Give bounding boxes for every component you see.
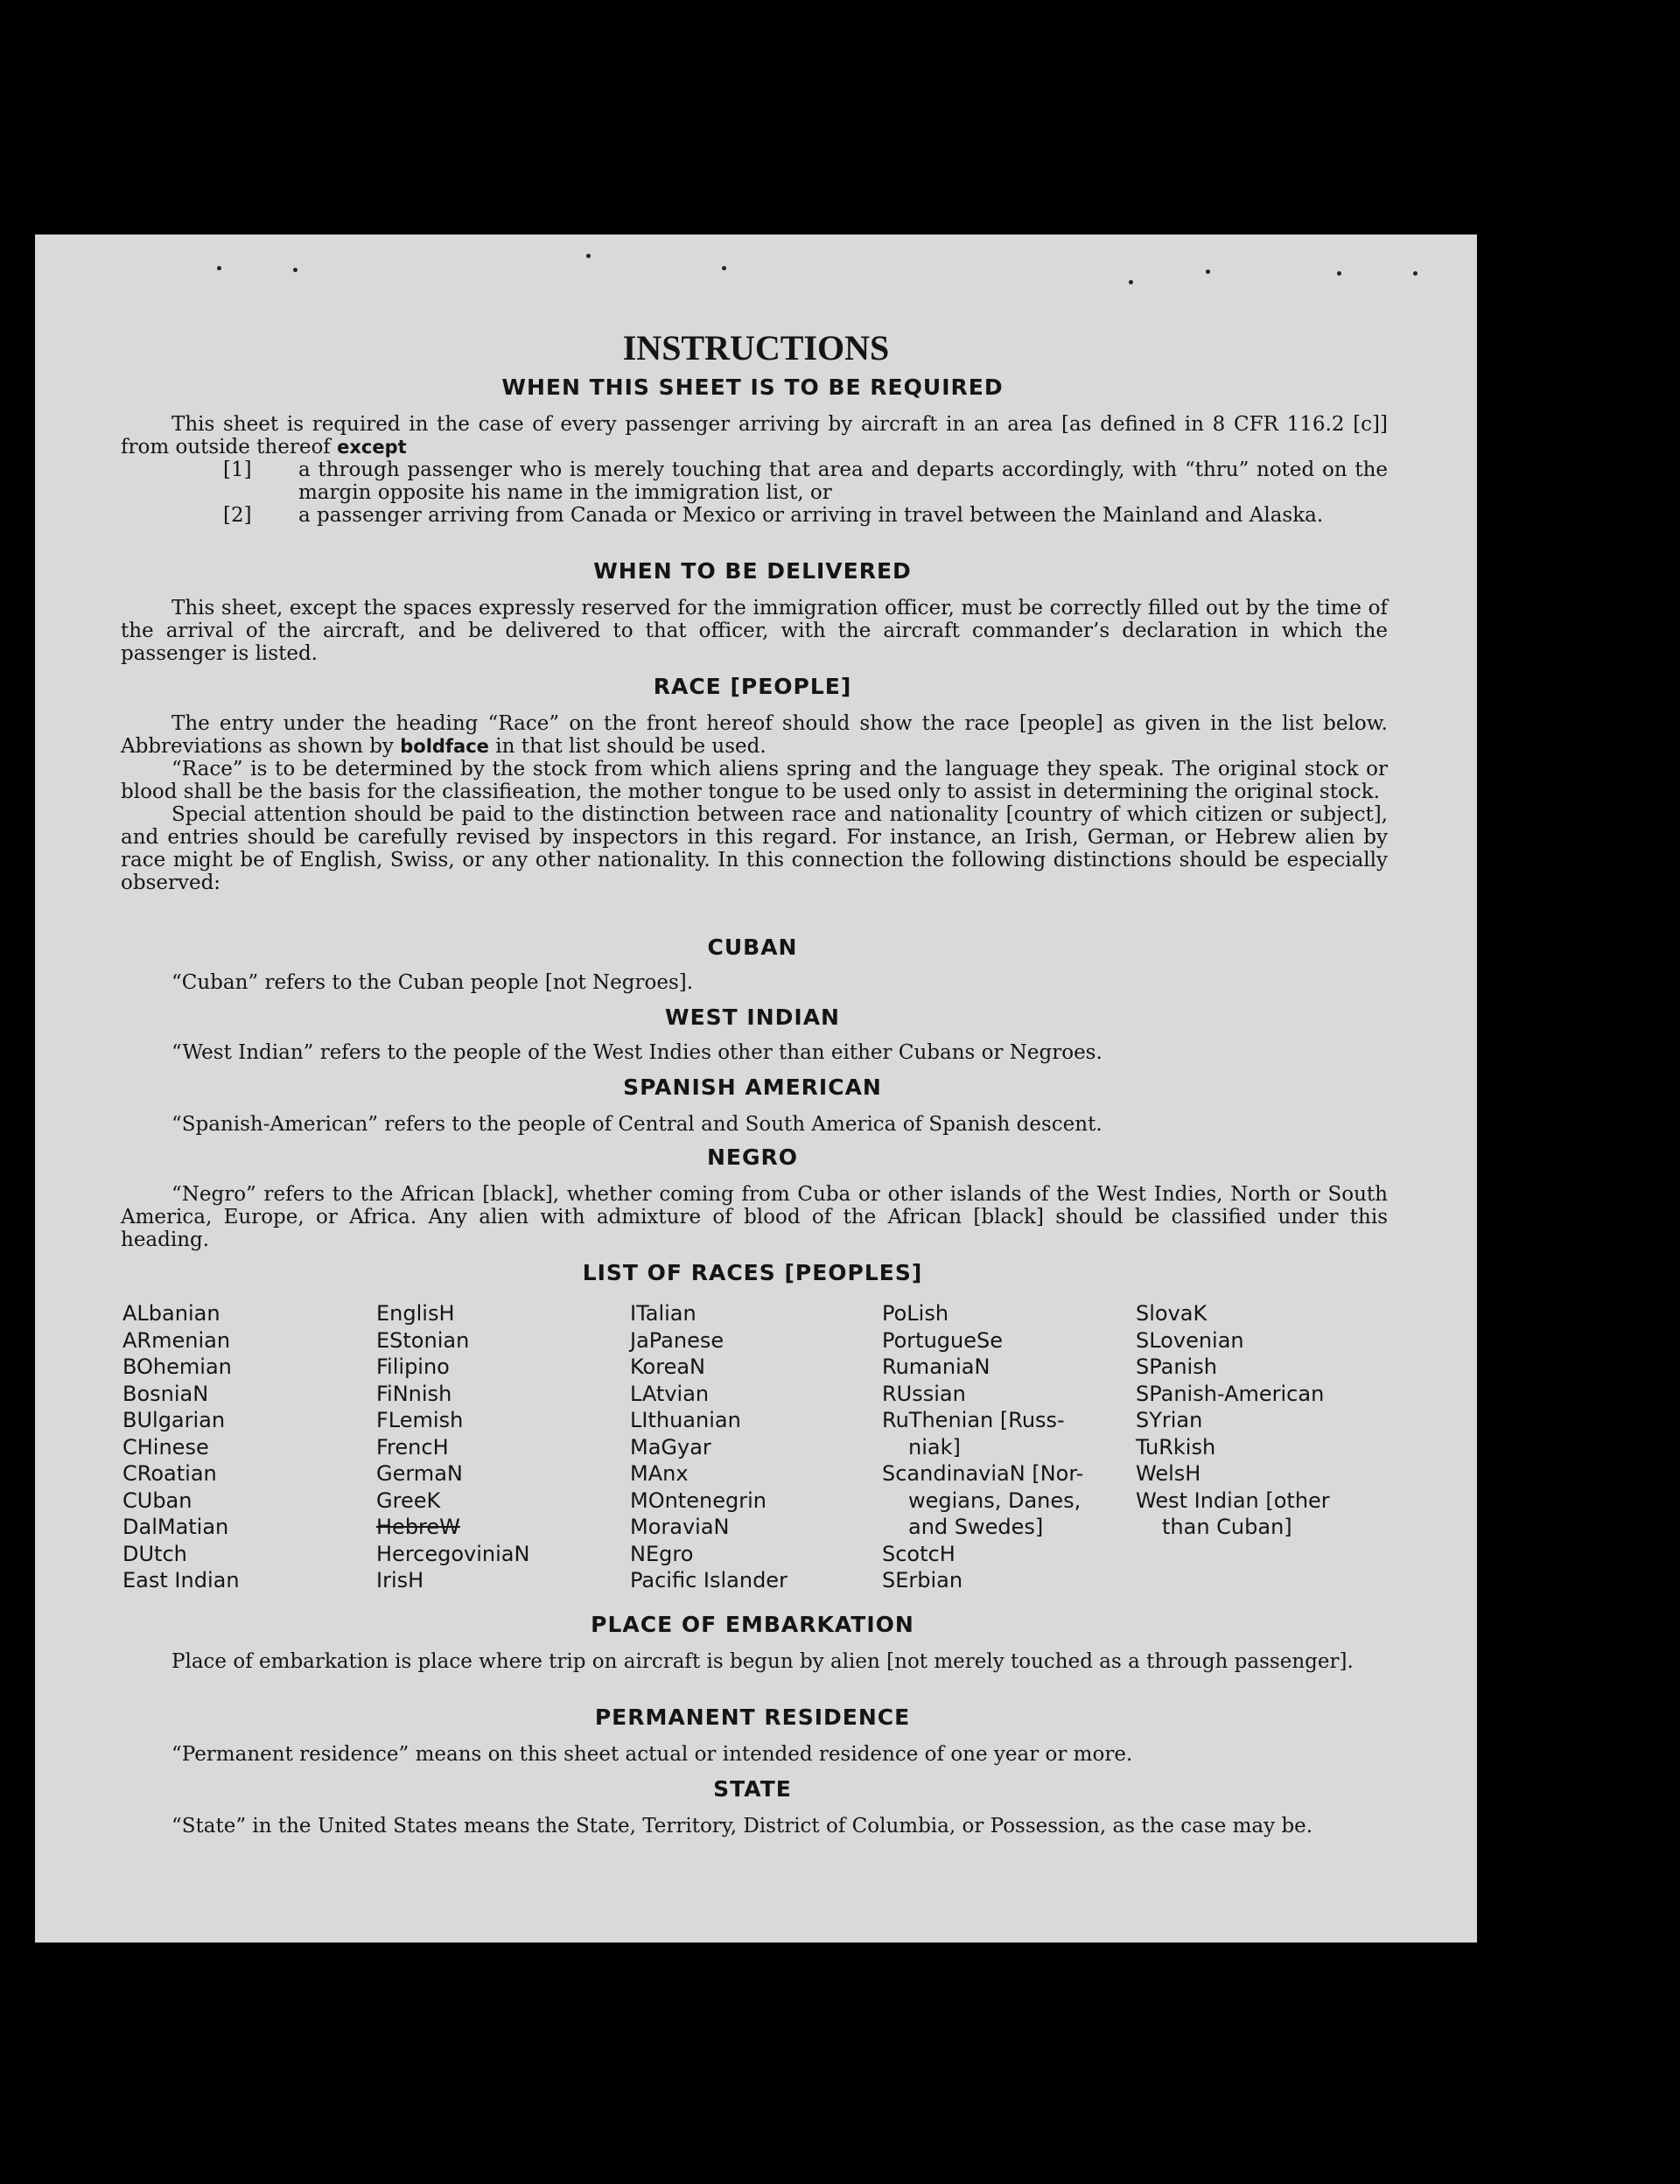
race-entry: MAnx (630, 1461, 689, 1486)
required-intro: This sheet is required in the case of every passenger arriving by aircraft in an area [as defined in 8 CFR 116.2 [c]] from outside thereof (121, 413, 1388, 458)
heading-list-of-races: LIST OF RACES [PEOPLES] (582, 1260, 923, 1285)
scan-speck (217, 266, 221, 270)
race-entry: CUban (122, 1488, 192, 1513)
race-p3: Special attention should be paid to the distinction between race and nationality [country of which citizen or subject], and entries should be carefully revised by inspectors in this regard. For instance, an Irish, German, or Hebrew alien by race might be of English, Swiss, or any other nationality. In this connection the following distinctions should be especially observed: (121, 803, 1388, 894)
paragraph-state (121, 1815, 1388, 1838)
heading-state: STATE (713, 1776, 792, 1802)
race-p2: “Race” is to be determined by the stock from which aliens spring and the language they speak. The original stock or blood shall be the basis for the classifieation, the mother tongue to be used only to assist in determining the original stock. (121, 758, 1388, 803)
race-entry: RUssian (882, 1381, 966, 1406)
race-entry: PoLish (882, 1301, 949, 1326)
race-p1b: in that list should be used. (495, 735, 766, 758)
document-title: INSTRUCTIONS (622, 328, 890, 368)
negro-text: “Negro” refers to the African [black], whether coming from Cuba or other islands of the West Indies, North or South America, Europe, or Africa. Any alien with admixture of blood of the African [black] should be classified under this heading. (121, 1183, 1388, 1251)
race-entry-struck: HebreW (376, 1515, 460, 1539)
race-entry: LIthuanian (630, 1408, 741, 1432)
paragraph-race (121, 712, 1388, 894)
race-entry: SYrian (1136, 1408, 1203, 1432)
heading-cuban: CUBAN (707, 934, 798, 960)
paragraph-west-indian (121, 1041, 1388, 1064)
race-entry: ScandinaviaN [Nor- (882, 1461, 1084, 1486)
spanish-american-text: “Spanish-American” refers to the people of Central and South America of Spanish descent. (172, 1113, 1102, 1136)
residence-text: “Permanent residence” means on this sheet actual or intended residence of one year or more. (172, 1743, 1133, 1766)
race-entry-continued: and Swedes] (908, 1515, 1044, 1539)
scan-speck (293, 268, 298, 272)
heading-race: RACE [PEOPLE] (653, 674, 852, 699)
races-column-3 (630, 1300, 884, 1594)
scan-speck (586, 254, 591, 258)
heading-when-delivered: WHEN TO BE DELIVERED (593, 558, 912, 584)
race-entry-continued: niak] (908, 1434, 961, 1460)
race-entry: MoraviaN (630, 1515, 730, 1539)
race-entry: BUlgarian (122, 1408, 226, 1432)
race-entry: CRoatian (122, 1461, 217, 1486)
race-entry: FiNnish (376, 1381, 452, 1406)
races-column-2 (376, 1300, 630, 1594)
embarkation-text: Place of embarkation is place where trip on aircraft is begun by alien [not merely touched as a through passenger]. (172, 1650, 1354, 1673)
race-entry: GreeK (376, 1488, 441, 1513)
west-indian-text: “West Indian” refers to the people of the West Indies other than either Cubans or Negroes. (172, 1041, 1102, 1064)
heading-spanish-american: SPANISH AMERICAN (623, 1074, 882, 1100)
cuban-text: “Cuban” refers to the Cuban people [not Negroes]. (172, 971, 694, 994)
race-entry: CHinese (122, 1434, 209, 1460)
race-entry: ITalian (630, 1301, 696, 1326)
scan-speck (1337, 271, 1341, 276)
race-entry: PortugueSe (882, 1327, 1003, 1353)
race-entry: WelsH (1136, 1461, 1201, 1486)
race-entry: HercegoviniaN (376, 1541, 530, 1566)
required-except: except (337, 437, 407, 458)
race-entry: TuRkish (1136, 1434, 1216, 1460)
race-p1a: The entry under the heading “Race” on the front hereof should show the race [people] as given in the list below. Abbreviations as shown by (121, 712, 1388, 758)
race-entry: BosniaN (122, 1381, 209, 1406)
race-entry: KoreaN (630, 1354, 705, 1379)
race-entry: DUtch (122, 1541, 187, 1566)
race-entry: BOhemian (122, 1354, 232, 1379)
item-number: [2] (223, 504, 252, 527)
item-text: a through passenger who is merely touching that area and departs accordingly, with “thru” noted on the margin opposite his name in the immigration list, or (298, 458, 1388, 504)
race-entry: DalMatian (122, 1515, 229, 1539)
race-entry: SLovenian (1136, 1327, 1244, 1353)
heading-embarkation: PLACE OF EMBARKATION (591, 1612, 914, 1637)
race-entry: IrisH (376, 1568, 424, 1592)
delivered-text: This sheet, except the spaces expressly reserved for the immigration officer, must be correctly filled out by the time of the arrival of the aircraft, and be delivered to that officer, with the aircraft commander’s declaration in which the passenger is listed. (121, 597, 1388, 665)
scan-speck (1413, 271, 1418, 276)
paragraph-negro (121, 1183, 1388, 1251)
races-column-1 (122, 1300, 376, 1594)
race-entry: East Indian (122, 1568, 240, 1592)
race-entry: SErbian (882, 1568, 963, 1592)
item-number: [1] (223, 458, 252, 481)
list-item-1 (223, 458, 1388, 504)
race-entry: SPanish-American (1136, 1381, 1325, 1406)
paragraph-spanish-american (121, 1113, 1388, 1136)
list-item-2 (223, 504, 1388, 527)
race-entry: ARmenian (122, 1327, 231, 1353)
race-entry: EnglisH (376, 1301, 455, 1326)
race-entry: MaGyar (630, 1434, 711, 1460)
scan-speck (722, 266, 726, 270)
race-entry-continued: wegians, Danes, (908, 1488, 1082, 1513)
race-entry: West Indian [other (1136, 1488, 1330, 1513)
heading-west-indian: WEST INDIAN (665, 1004, 840, 1030)
race-entry: NEgro (630, 1541, 694, 1566)
race-entry: EStonian (376, 1327, 470, 1353)
race-entry: ScotcH (882, 1541, 956, 1566)
paragraph-required (121, 413, 1388, 458)
scan-speck (1129, 280, 1133, 284)
race-entry: SlovaK (1136, 1301, 1208, 1326)
document-sheet (35, 234, 1477, 1942)
paragraph-delivered (121, 597, 1388, 665)
paragraph-embarkation (121, 1650, 1388, 1673)
race-entry: SPanish (1136, 1354, 1217, 1379)
item-text: a passenger arriving from Canada or Mexico or arriving in travel between the Mainland and Alaska. (298, 504, 1324, 527)
race-entry: Filipino (376, 1354, 450, 1379)
race-entry: MOntenegrin (630, 1488, 766, 1513)
paragraph-permanent-residence (121, 1743, 1388, 1766)
state-text: “State” in the United States means the State, Territory, District of Columbia, or Possession, as the case may be. (172, 1815, 1313, 1838)
race-entry-continued: than Cuban] (1162, 1515, 1292, 1539)
paragraph-cuban (121, 971, 1388, 994)
races-column-4 (882, 1300, 1136, 1594)
race-entry: RumaniaN (882, 1354, 990, 1379)
race-entry: FLemish (376, 1408, 464, 1432)
scan-speck (1206, 270, 1210, 274)
race-entry: LAtvian (630, 1381, 710, 1406)
race-entry: FrencH (376, 1434, 449, 1460)
race-entry: GermaN (376, 1461, 463, 1486)
race-boldface: boldface (400, 736, 489, 757)
races-column-5 (1136, 1300, 1390, 1541)
race-entry: RuThenian [Russ- (882, 1408, 1065, 1432)
race-entry: JaPanese (630, 1327, 724, 1353)
heading-negro: NEGRO (706, 1144, 799, 1170)
race-entry: ALbanian (122, 1301, 220, 1326)
race-entry: Pacific Islander (630, 1568, 788, 1592)
heading-when-required: WHEN THIS SHEET IS TO BE REQUIRED (501, 374, 1004, 400)
heading-permanent-residence: PERMANENT RESIDENCE (594, 1704, 911, 1730)
